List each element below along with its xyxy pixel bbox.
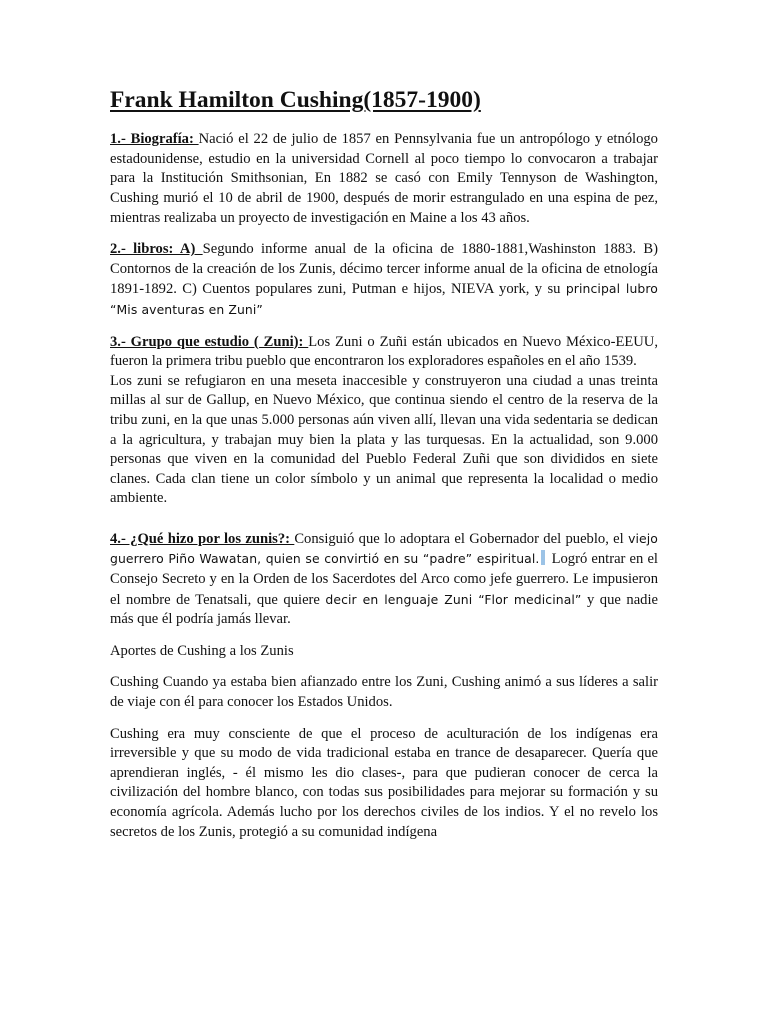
section-biografia-text: Nació el 22 de julio de 1857 en Pennsylvania fue un antropólogo y etnólogo estadounidense, estudio en la universidad Cornell al poco tiempo lo convocaron a trabajar para la Institución Smithsonian, En 1882 se casó con Emily Tennyson de Washington, Cushing murió el 10 de abril de 1900, después de morir estrangulado en una espina de pez, mientras realizaba un proyecto de investigación en Maine a los 43 años. <box>110 131 658 226</box>
section-grupo-text: Los Zuni o Zuñi están ubicados en Nuevo México-EEUU, fueron la primera tribu pueblo que encontraron los exploradores españoles en el año 1539. <box>110 333 658 370</box>
section-libros-text: Segundo informe anual de la oficina de 1880-1881,Washinston 1883. B) Contornos de la creación de los Zunis, décimo tercer informe anual de la oficina de etnología 1891-1892. C) Cuentos populares zuni, Putman e hijos, NIEVA york, y su <box>110 241 658 298</box>
section-grupo-continued: Los zuni se refugiaron en una meseta inaccesible y construyeron una ciudad a unas treinta millas al sur de Gallup, en Nuevo México, que continua siendo el centro de la reserva de la tribu zuni, en la que unas 5.000 personas aún viven allí, llevan una vida sedentaria se dedican a la agricultura, y trabajan muy bien la plata y las turquesas. En la actualidad, son 9.000 personas que viven en la comunidad del Pueblo Federal Zuñi que son divididos en siete clanes. Cada clan tiene un color símbolo y un animal que representa la localidad o medio ambiente. <box>110 372 658 507</box>
section-que-hizo-text-alt-1: viejo guerrero Piño Wawatan, quien se convirtió en su “padre” espiritual. <box>110 530 658 567</box>
section-libros-heading: 2.- libros: A) <box>110 241 203 258</box>
section-que-hizo-text: Consiguió que lo adoptara el Gobernador del pueblo, el <box>294 530 629 547</box>
section-libros-text-alt: principal lubro “Mis aventuras en Zuni” <box>110 281 658 317</box>
section-biografia <box>110 130 658 228</box>
section-que-hizo-text-alt-2: decir en lenguaje Zuni “Flor medicinal” <box>325 591 582 607</box>
paragraph-aculturacion: Cushing era muy consciente de que el proceso de aculturación de los indígenas era irreversible y que su modo de vida tradicional estaba en trance de desaparecer. Quería que aprendieran inglés, - él mismo les dio clases-, para que pudieran conocer de cerca la civilización del hombre blanco, con todas sus posibilidades para mejorar su formación y su economía agrícola. Además lucho por los derechos civiles de los indios. Y el no revelo los secretos de los Zunis, protegió a su comunidad indígena <box>110 725 658 840</box>
paragraph-viaje: Cushing Cuando ya estaba bien afianzado entre los Zuni, Cushing animó a sus líderes a salir de viaje con él para conocer los Estados Unidos. <box>110 674 658 711</box>
section-biografia-heading: 1.- Biografía: <box>110 131 199 148</box>
aportes-heading: Aportes de Cushing a los Zunis <box>110 642 294 659</box>
section-grupo <box>110 333 658 372</box>
section-que-hizo-text-3: y que nadie más que él podría jamás llevar. <box>110 591 659 628</box>
section-libros <box>110 240 658 320</box>
section-grupo-heading: 3.- Grupo que estudio ( Zuni): <box>110 333 309 350</box>
section-que-hizo-text-2: Logró entrar en el Consejo Secreto y en la Orden de los Sacerdotes del Arco como jefe guerrero. Le impusieron el nombre de Tenatsali, que quiere <box>110 551 658 608</box>
page-title: Frank Hamilton Cushing(1857-1900) <box>110 87 481 113</box>
text-cursor-marker <box>541 550 545 565</box>
section-que-hizo-heading: 4.- ¿Qué hizo por los zunis?: <box>110 530 295 547</box>
section-que-hizo <box>110 529 658 630</box>
